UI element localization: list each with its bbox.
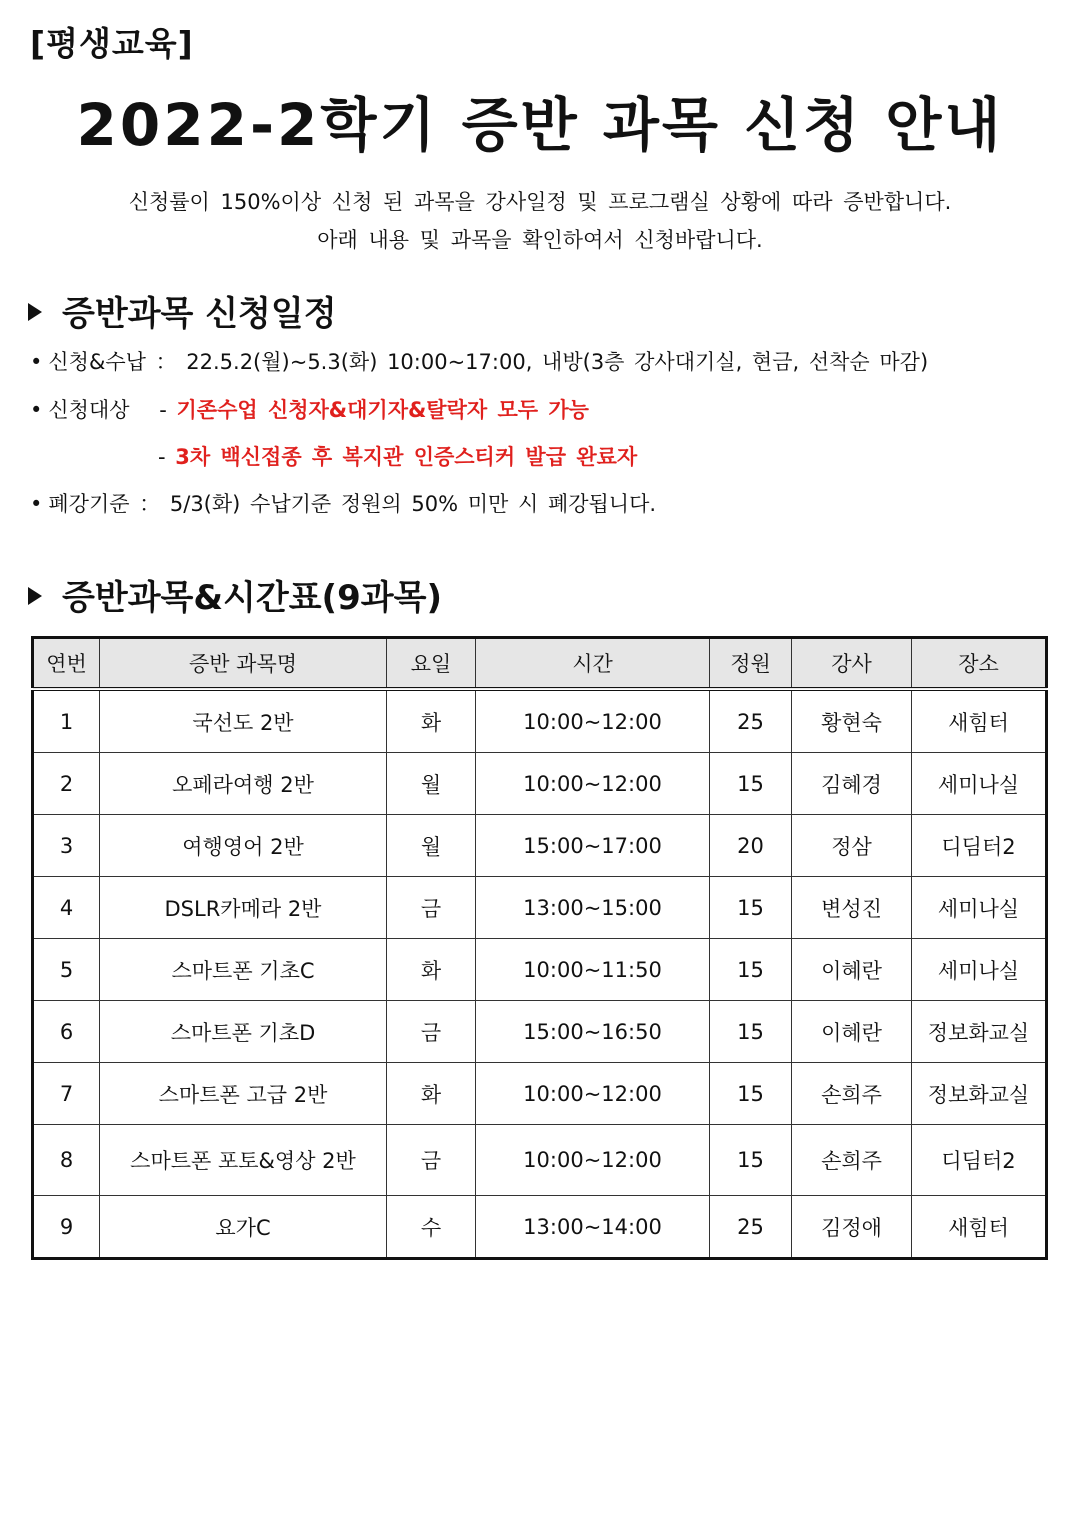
cell-capacity: 15 [710,877,792,939]
cell-day: 금 [387,877,476,939]
cell-day: 화 [387,1063,476,1125]
cell-course: 국선도 2반 [100,689,387,753]
table-row [33,753,1047,815]
cell-location: 디딤터2 [912,1125,1047,1196]
col-header-time: 시간 [476,638,710,690]
cell-time: 10:00~12:00 [476,1063,710,1125]
cell-time: 10:00~12:00 [476,689,710,753]
table-row [33,1196,1047,1259]
cell-time: 10:00~12:00 [476,1125,710,1196]
cell-course: 오페라여행 2반 [100,753,387,815]
cell-capacity: 15 [710,1063,792,1125]
cell-day: 월 [387,753,476,815]
table-row [33,939,1047,1001]
cell-course: 스마트폰 고급 2반 [100,1063,387,1125]
page-title: 2022-2학기 증반 과목 신청 안내 [76,91,1004,159]
bullet-dot: • [30,492,43,516]
table-row [33,877,1047,939]
triangle-right-icon [28,587,42,605]
cell-course: 스마트폰 기초C [100,939,387,1001]
col-header-no: 연번 [33,638,100,690]
eligibility-condition-2: 3차 백신접종 후 복지관 인증스티커 발급 완료자 [175,445,638,469]
bullet-dot: • [30,398,43,422]
cell-no: 6 [33,1001,100,1063]
cell-day: 금 [387,1125,476,1196]
triangle-right-icon [28,303,42,321]
cell-location: 정보화교실 [912,1001,1047,1063]
cell-location: 새힘터 [912,1196,1047,1259]
cell-day: 월 [387,815,476,877]
cell-no: 4 [33,877,100,939]
cell-instructor: 이혜란 [792,1001,912,1063]
bullet-cancellation [30,488,656,518]
bullet-label: 신청대상 [48,398,130,422]
cell-capacity: 20 [710,815,792,877]
section-heading-schedule [28,286,337,335]
section-heading-timetable-text: 증반과목&시간표(9과목) [62,578,442,618]
cell-instructor: 황현숙 [792,689,912,753]
cell-capacity: 25 [710,689,792,753]
cell-capacity: 15 [710,1125,792,1196]
bullet-eligibility-cont [158,441,637,471]
section-heading-timetable [28,570,442,619]
cell-course: 여행영어 2반 [100,815,387,877]
cell-location: 디딤터2 [912,815,1047,877]
cell-no: 7 [33,1063,100,1125]
cell-course: DSLR카메라 2반 [100,877,387,939]
bullet-text: 폐강기준 ： 5/3(화) 수납기준 정원의 50% 미만 시 폐강됩니다. [48,492,657,516]
cell-instructor: 김정애 [792,1196,912,1259]
cell-no: 8 [33,1125,100,1196]
cell-location: 세미나실 [912,877,1047,939]
cell-capacity: 15 [710,939,792,1001]
col-header-instructor: 강사 [792,638,912,690]
cell-no: 2 [33,753,100,815]
cell-instructor: 변성진 [792,877,912,939]
cell-time: 10:00~12:00 [476,753,710,815]
cell-day: 화 [387,689,476,753]
cell-time: 15:00~16:50 [476,1001,710,1063]
cell-course: 요가C [100,1196,387,1259]
bullet-dash: - [158,445,166,469]
table-row [33,1001,1047,1063]
col-header-location: 장소 [912,638,1047,690]
cell-time: 13:00~15:00 [476,877,710,939]
cell-day: 수 [387,1196,476,1259]
bullet-apply-payment [30,346,928,376]
bullet-text: 신청&수납 ： 22.5.2(월)~5.3(화) 10:00~17:00, 내방(3층 강사대기실, 현금, 선착순 마감) [48,350,929,374]
cell-instructor: 정삼 [792,815,912,877]
cell-no: 1 [33,689,100,753]
bullet-eligibility [30,394,589,424]
cell-instructor: 손희주 [792,1125,912,1196]
col-header-course: 증반 과목명 [100,638,387,690]
table-row [33,689,1047,753]
eligibility-condition-1: 기존수업 신청자&대기자&탈락자 모두 가능 [176,398,589,422]
table-header-row [33,638,1047,690]
cell-location: 세미나실 [912,753,1047,815]
intro-line-2: 아래 내용 및 과목을 확인하여서 신청바랍니다. [317,228,763,252]
cell-instructor: 손희주 [792,1063,912,1125]
cell-day: 금 [387,1001,476,1063]
cell-location: 새힘터 [912,689,1047,753]
cell-capacity: 15 [710,1001,792,1063]
cell-time: 10:00~11:50 [476,939,710,1001]
cell-capacity: 25 [710,1196,792,1259]
cell-time: 15:00~17:00 [476,815,710,877]
cell-location: 정보화교실 [912,1063,1047,1125]
cell-no: 5 [33,939,100,1001]
bullet-dash: - [159,398,167,422]
cell-capacity: 15 [710,753,792,815]
intro-line-1: 신청률이 150%이상 신청 된 과목을 강사일정 및 프로그램실 상황에 따라 증반합니다. [128,190,952,214]
cell-course: 스마트폰 포토&영상 2반 [100,1125,387,1196]
col-header-day: 요일 [387,638,476,690]
cell-instructor: 이혜란 [792,939,912,1001]
cell-no: 9 [33,1196,100,1259]
cell-location: 세미나실 [912,939,1047,1001]
col-header-capacity: 정원 [710,638,792,690]
timetable [31,636,1048,1260]
bullet-dot: • [30,350,43,374]
cell-day: 화 [387,939,476,1001]
table-row [33,1063,1047,1125]
cell-instructor: 김혜경 [792,753,912,815]
cell-no: 3 [33,815,100,877]
cell-time: 13:00~14:00 [476,1196,710,1259]
table-row [33,1125,1047,1196]
category-tag: [평생교육] [30,24,194,63]
table-row [33,815,1047,877]
cell-course: 스마트폰 기초D [100,1001,387,1063]
section-heading-schedule-text: 증반과목 신청일정 [62,294,337,334]
